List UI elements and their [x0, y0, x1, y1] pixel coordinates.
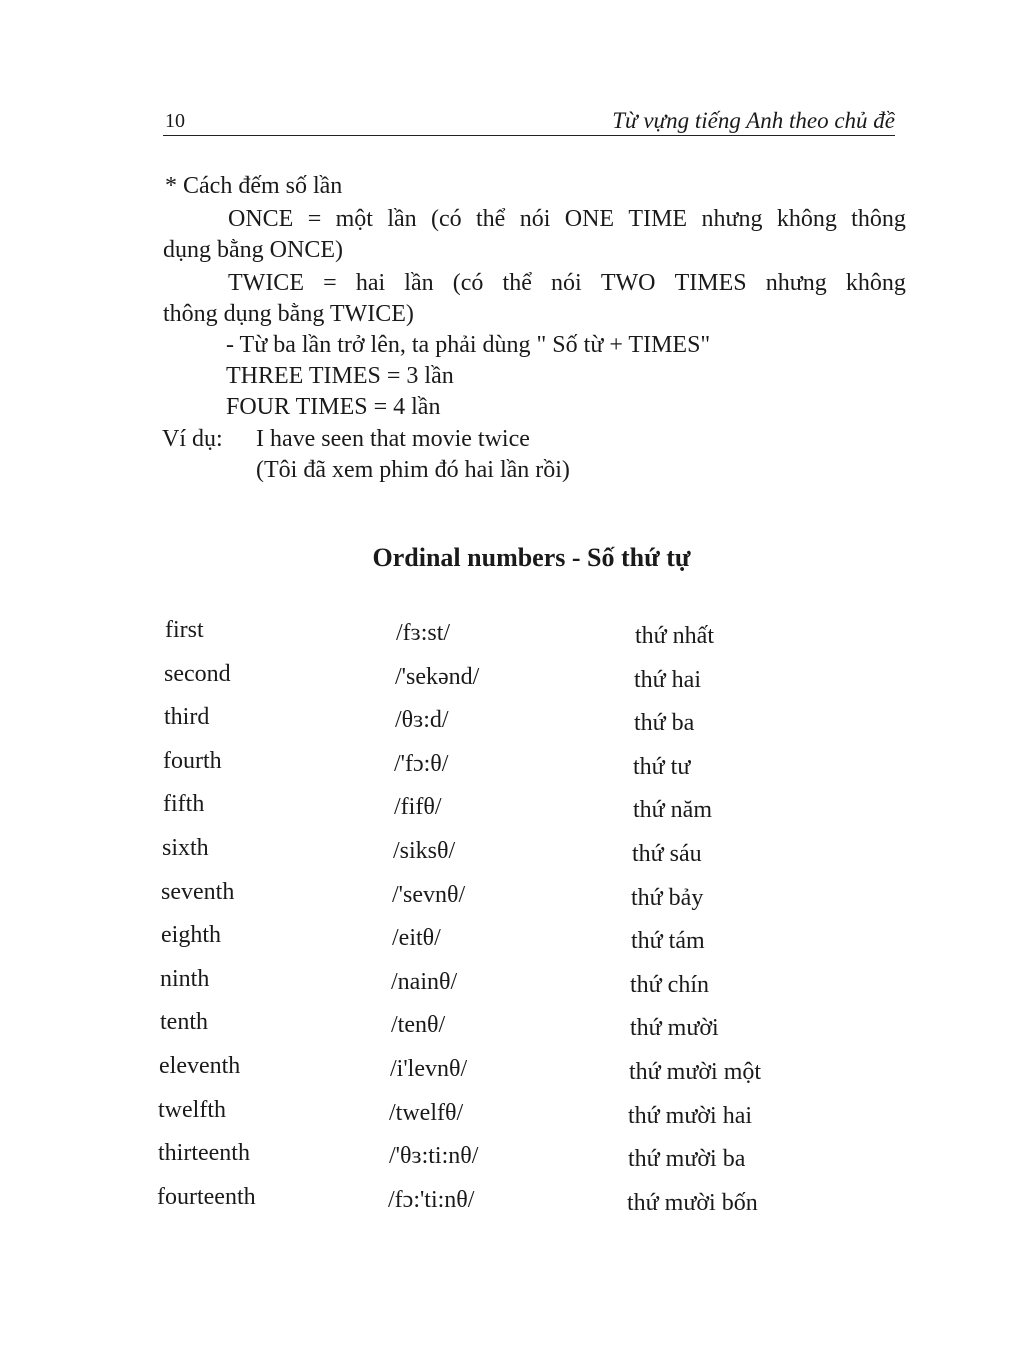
ordinal-ipa: /fɜ:st/ [396, 620, 451, 646]
once-line-word: một [335, 206, 373, 232]
twice-line-word: TIMES [674, 270, 747, 296]
ordinal-word: sixth [162, 835, 209, 861]
once-line-word: ONCE [228, 206, 294, 232]
twice-line-word: TWICE [228, 270, 304, 296]
once-line-word: TIME [628, 206, 688, 232]
ordinal-meaning: thứ tư [633, 753, 691, 780]
times-rule: - Từ ba lần trở lên, ta phải dùng " Số từ + TIMES" [226, 332, 711, 358]
once-line-1 [228, 204, 906, 234]
ordinal-meaning: thứ nhất [635, 623, 714, 649]
ordinal-ipa: /i'levnθ/ [390, 1056, 468, 1082]
ordinal-ipa: /'sevnθ/ [392, 881, 466, 908]
once-line-word: = [307, 206, 322, 232]
ordinal-ipa: /tenθ/ [391, 1012, 446, 1039]
twice-line-word: (có [452, 270, 484, 296]
ordinal-meaning: thứ hai [634, 666, 701, 693]
page-number: 10 [165, 110, 185, 132]
page-header [163, 108, 895, 138]
ordinal-word: twelfth [158, 1096, 226, 1123]
example-vietnamese: (Tôi đã xem phim đó hai lần rồi) [256, 457, 570, 483]
ordinal-word: ninth [160, 965, 210, 992]
once-line-word: nhưng [701, 206, 763, 232]
once-line-word: không [776, 206, 837, 232]
ordinal-meaning: thứ mười bốn [627, 1189, 758, 1216]
once-line-2: dụng bằng ONCE) [163, 237, 343, 263]
ordinal-ipa: /fɔ:'ti:nθ/ [388, 1186, 475, 1213]
four-times: FOUR TIMES = 4 lần [226, 394, 441, 420]
ordinal-meaning: thứ mười ba [628, 1146, 746, 1173]
ordinal-ipa: /θɜ:d/ [395, 707, 449, 734]
counting-heading: * Cách đếm số lần [165, 173, 343, 199]
twice-line-2: thông dụng bằng TWICE) [163, 301, 414, 327]
ordinal-word: fourteenth [157, 1183, 256, 1210]
twice-line-1 [228, 268, 906, 298]
ordinal-word: fifth [163, 791, 205, 818]
ordinal-meaning: thứ tám [631, 928, 705, 955]
once-line-word: lần [387, 206, 417, 232]
ordinal-ipa: /eitθ/ [392, 925, 441, 952]
ordinal-ipa: /nainθ/ [391, 968, 458, 995]
three-times: THREE TIMES = 3 lần [226, 363, 454, 389]
once-line-word: ONE [564, 206, 615, 232]
once-line-word: thể [476, 206, 506, 232]
ordinal-word: fourth [163, 747, 222, 774]
twice-line-word: nhưng [765, 270, 827, 296]
twice-line-word: không [845, 270, 906, 296]
header-rule [163, 135, 895, 136]
ordinal-word: first [165, 617, 204, 643]
ordinal-meaning: thứ ba [634, 710, 695, 737]
ordinals-title: Ordinal numbers - Số thứ tự [372, 543, 691, 572]
ordinal-meaning: thứ mười một [629, 1059, 762, 1085]
once-line-word: thông [851, 206, 906, 232]
ordinal-ipa: /twelfθ/ [389, 1099, 464, 1126]
ordinal-ipa: /siksθ/ [393, 838, 456, 864]
once-line-word: nói [519, 206, 551, 232]
ordinal-ipa: /fifθ/ [394, 794, 442, 821]
twice-line-word: thể [502, 270, 532, 296]
once-line-word: (có [431, 206, 462, 232]
ordinal-word: tenth [160, 1009, 208, 1036]
running-title: Từ vựng tiếng Anh theo chủ đề [612, 108, 895, 133]
ordinal-word: thirteenth [158, 1140, 250, 1167]
twice-line-word: hai [355, 270, 386, 296]
twice-line-word: TWO [600, 270, 656, 296]
ordinal-meaning: thứ bảy [631, 884, 704, 911]
ordinal-ipa: /'fɔ:θ/ [394, 750, 449, 777]
ordinal-word: eleventh [159, 1053, 241, 1079]
ordinal-word: third [164, 704, 210, 731]
ordinal-word: eighth [161, 922, 221, 949]
ordinal-meaning: thứ sáu [632, 841, 702, 867]
twice-line-word: = [323, 270, 337, 296]
ordinal-word: seventh [161, 878, 235, 905]
ordinal-ipa: /'sekənd/ [395, 663, 480, 690]
example-label: Ví dụ: [162, 426, 223, 452]
ordinal-word: second [164, 660, 231, 687]
ordinal-meaning: thứ mười hai [628, 1102, 753, 1129]
ordinal-meaning: thứ năm [633, 797, 712, 824]
ordinal-meaning: thứ chín [630, 971, 709, 998]
ordinal-meaning: thứ mười [630, 1015, 719, 1042]
twice-line-word: lần [404, 270, 434, 296]
twice-line-word: nói [551, 270, 582, 296]
ordinal-ipa: /'θɜ:ti:nθ/ [389, 1143, 479, 1170]
example-english: I have seen that movie twice [256, 426, 530, 452]
